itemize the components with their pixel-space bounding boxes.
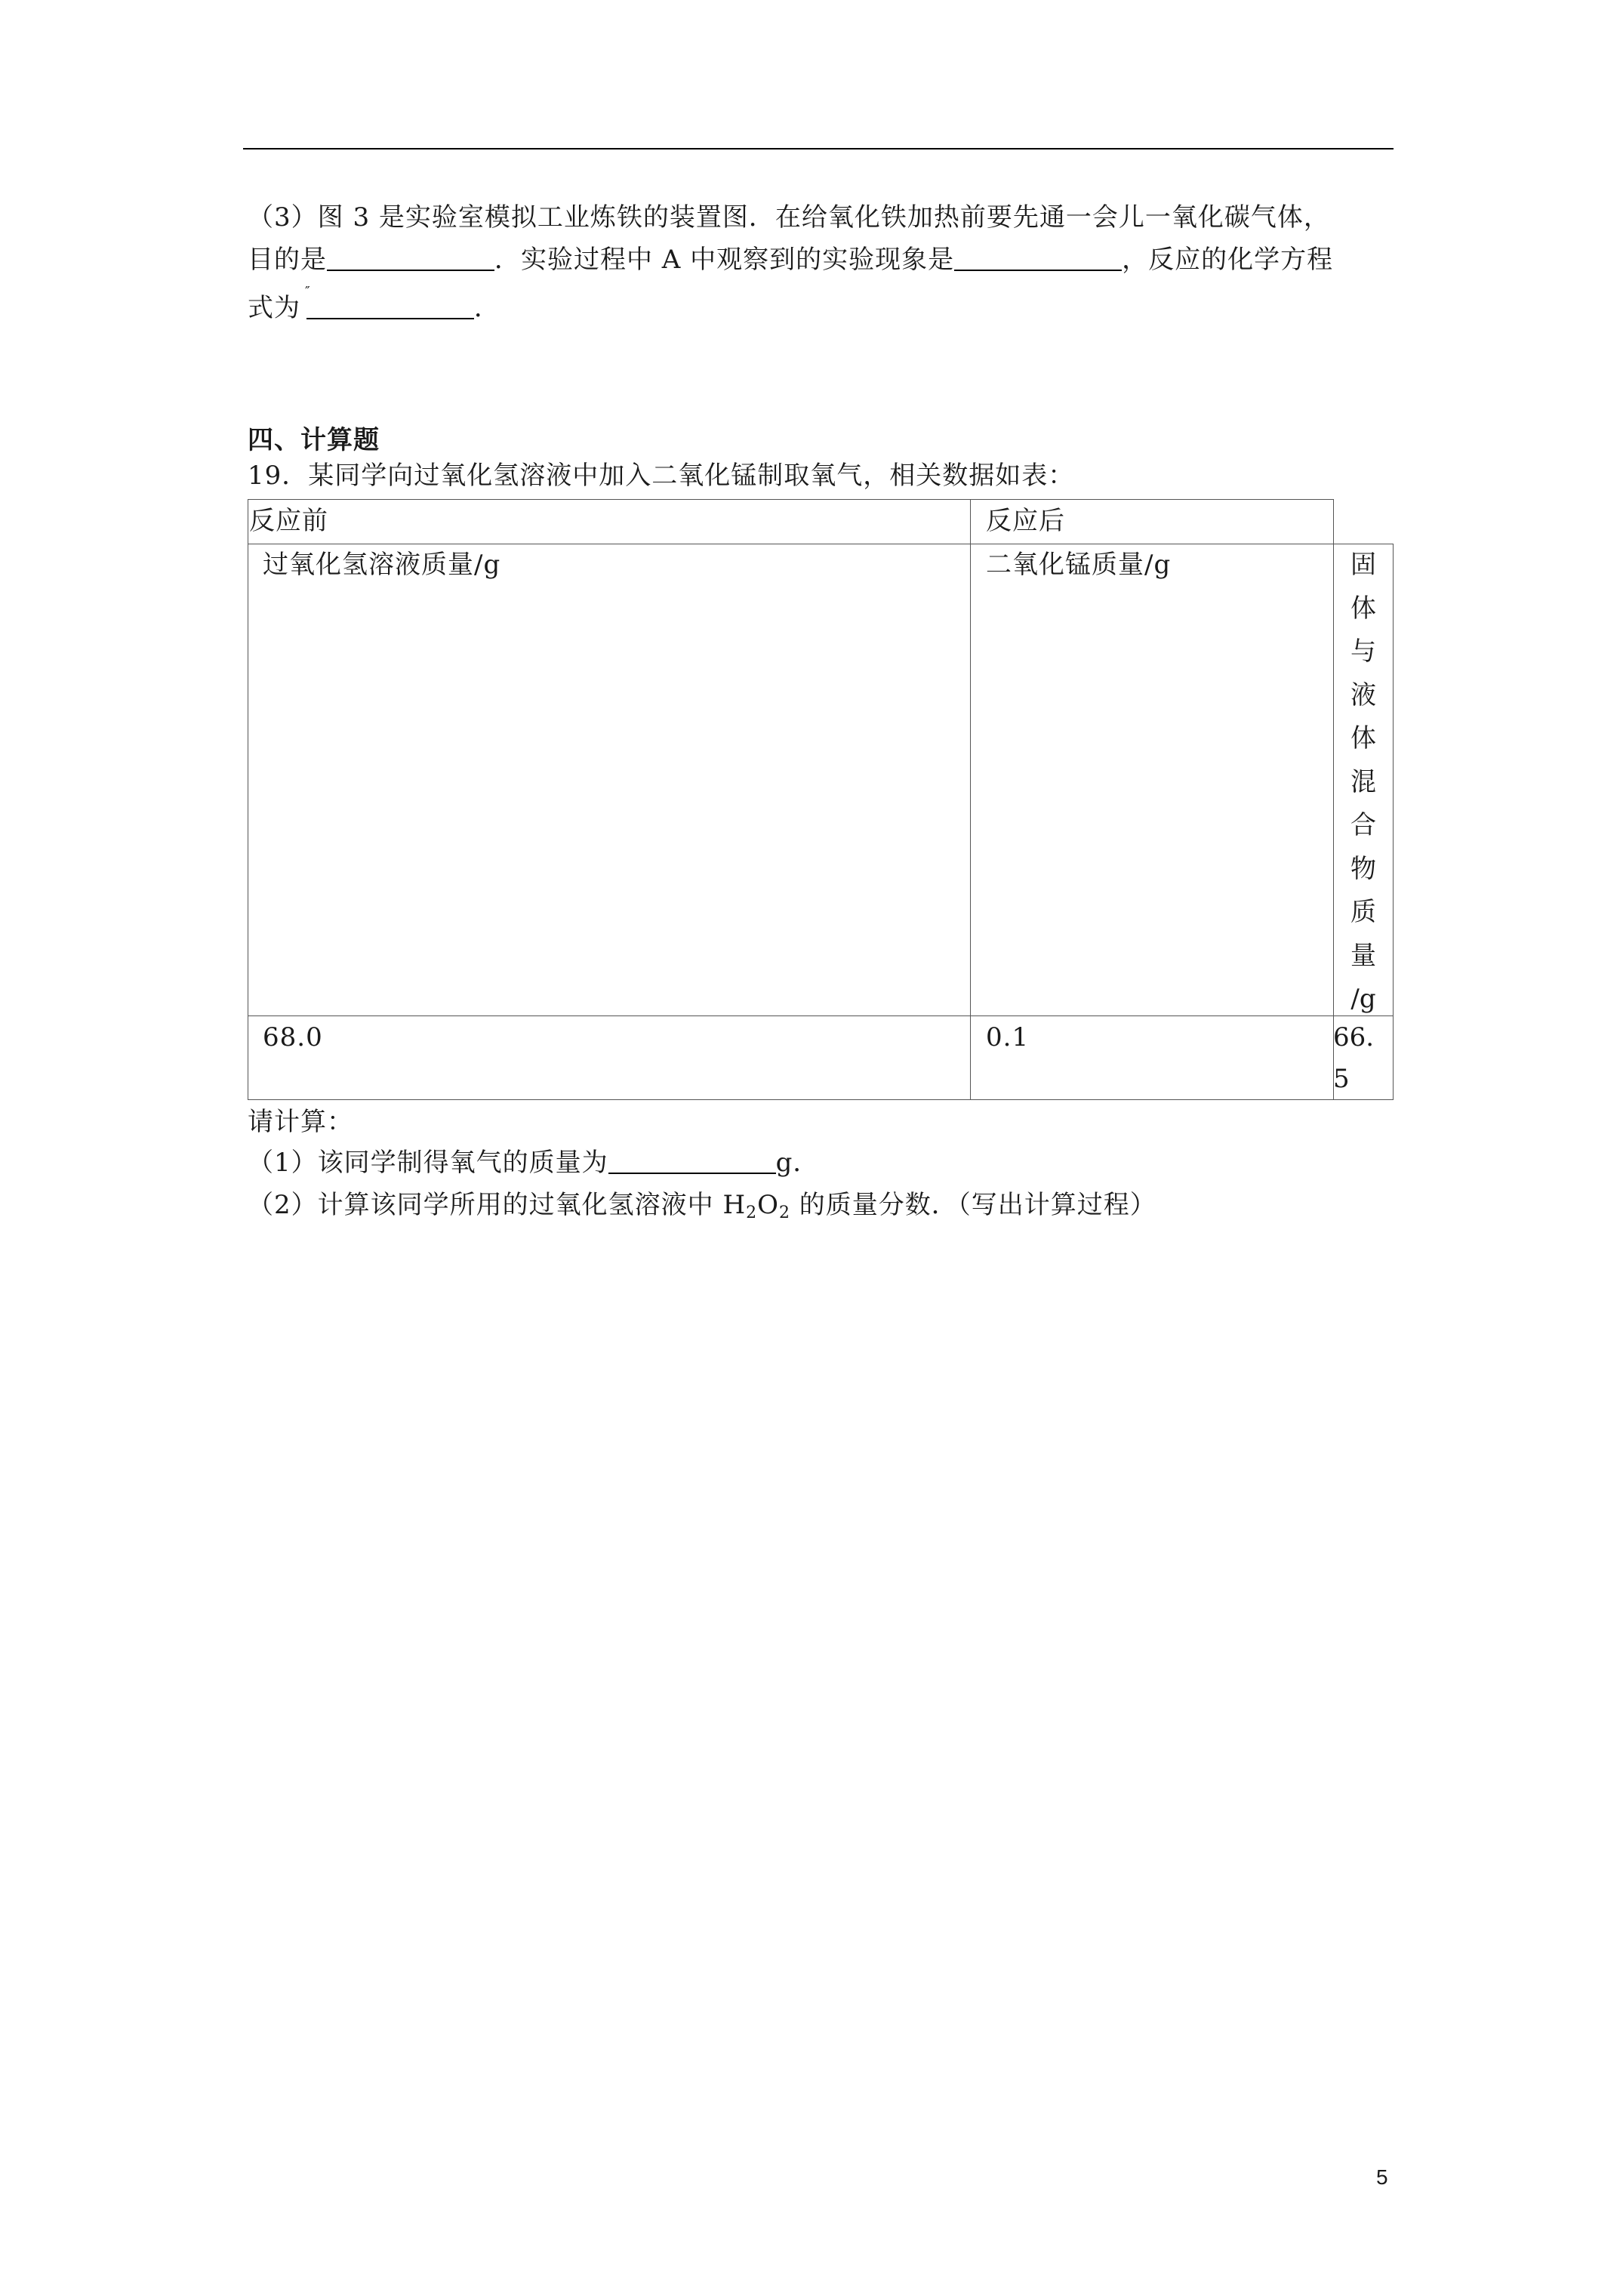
header-after: 反应后 bbox=[986, 506, 1065, 536]
table-header-cell-before bbox=[248, 499, 971, 544]
q3-line-1: （3）图 3 是实验室模拟工业炼铁的装置图．在给氧化铁加热前要先通一会儿一氧化碳气体， bbox=[248, 202, 1330, 233]
table-cell-value-1 bbox=[248, 1015, 971, 1100]
value-mno2-mass: 0.1 bbox=[986, 1022, 1030, 1052]
sub-question-2: （2）计算该同学所用的过氧化氢溶液中 $H_2O_2$ 的质量分数．（写出计算过程） bbox=[248, 1190, 1156, 1222]
value-mixture-mass-line2: 5 bbox=[1333, 1064, 1350, 1094]
answer-blank-phenomenon[interactable] bbox=[954, 244, 1122, 271]
col3-label: 固 体 与 液 体 混 合 物 质 量 /g bbox=[1350, 550, 1376, 1014]
header-rule bbox=[243, 148, 1394, 149]
calc-prompt: 请计算： bbox=[248, 1107, 353, 1137]
value-mixture-mass-line1: 66. bbox=[1333, 1022, 1375, 1052]
value-h2o2-mass: 68.0 bbox=[263, 1022, 323, 1052]
answer-blank-equation[interactable] bbox=[306, 292, 474, 319]
q19-intro: 19．某同学向过氧化氢溶液中加入二氧化锰制取氧气，相关数据如表： bbox=[248, 461, 1075, 491]
answer-blank-purpose[interactable] bbox=[327, 244, 494, 271]
sub-question-1: （1）该同学制得氧气的质量为 g． bbox=[248, 1148, 820, 1178]
table-cell-label-2 bbox=[970, 544, 1334, 1016]
col2-label: 二氧化锰质量/g bbox=[986, 550, 1172, 580]
q3-line-2: 目的是 ．实验过程中 A 中观察到的实验现象是 ，反应的化学方程 bbox=[248, 245, 1334, 275]
page-number: 5 bbox=[1376, 2165, 1388, 2189]
answer-blank-oxygen-mass[interactable] bbox=[608, 1147, 776, 1174]
table-cell-label-1 bbox=[248, 544, 971, 1016]
header-before: 反应前 bbox=[249, 506, 328, 536]
stray-mark: ″ bbox=[305, 284, 310, 300]
section-title: 四、计算题 bbox=[248, 425, 380, 455]
q3-line-3: 式为 ． bbox=[248, 293, 500, 323]
col1-label: 过氧化氢溶液质量/g bbox=[263, 550, 501, 580]
